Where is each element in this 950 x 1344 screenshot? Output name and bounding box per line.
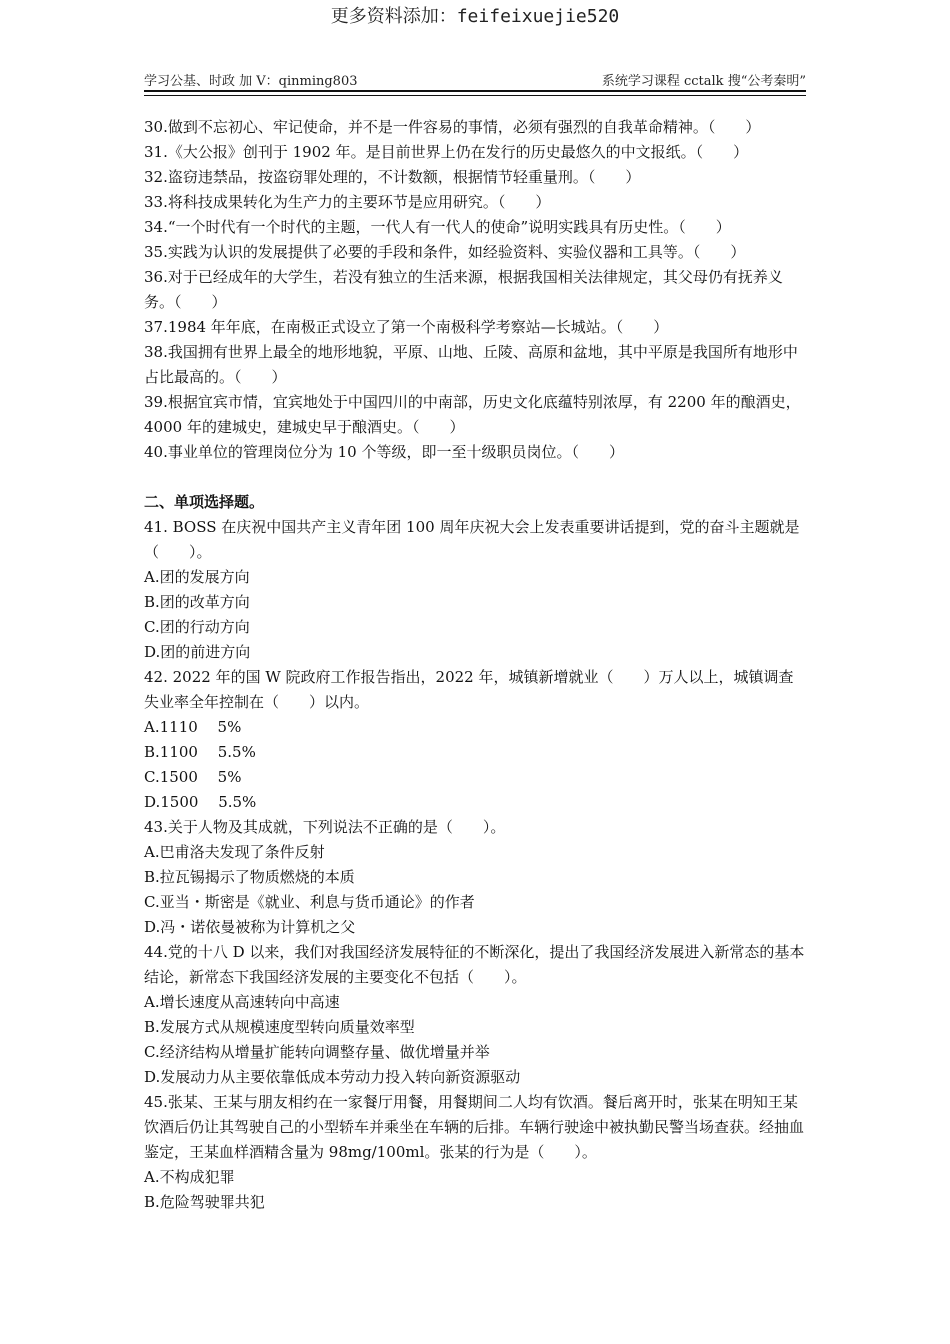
question-43-option-a: A.巴甫洛夫发现了条件反射: [144, 843, 325, 861]
question-41-option-a: A.团的发展方向: [144, 568, 250, 586]
question-44-option-c: C.经济结构从增量扩能转向调整存量、做优增量并举: [144, 1043, 490, 1061]
header-right: 系统学习课程 cctalk 搜“公考秦明”: [601, 74, 806, 89]
header-rule-thin: [144, 95, 806, 96]
judgment-item-31: 31.《大公报》创刊于 1902 年。是目前世界上仍在发行的历史最悠久的中文报纸。（ ）: [144, 143, 749, 161]
section-title-single-choice: 二、单项选择题。: [144, 493, 265, 511]
judgment-item-36: 36.对于已经成年的大学生，若没有独立的生活来源，根据我国相关法律规定，其父母仍有抚养义务。（ ）: [144, 268, 783, 311]
question-43-option-d: D.冯・诺依曼被称为计算机之父: [144, 918, 356, 936]
question-42-option-a: A.1110 5%: [144, 718, 242, 736]
question-44-option-b: B.发展方式从规模速度型转向质量效率型: [144, 1018, 415, 1036]
question-42-option-d: D.1500 5.5%: [144, 793, 257, 811]
question-42-stem: 42. 2022 年的国 W 院政府工作报告指出，2022 年，城镇新增就业（ ）万人以上，城镇调查失业率全年控制在（ ）以内。: [144, 668, 794, 711]
header-rule-thick: [144, 90, 806, 92]
top-banner: 更多资料添加：feifeixuejie520: [330, 6, 620, 27]
question-44-option-d: D.发展动力从主要依靠低成本劳动力投入转向新资源驱动: [144, 1068, 521, 1086]
question-43-stem: 43.关于人物及其成就，下列说法不正确的是（ ）。: [144, 818, 506, 836]
question-43-option-b: B.拉瓦锡揭示了物质燃烧的本质: [144, 868, 355, 886]
question-41-stem: 41. BOSS 在庆祝中国共产主义青年团 100 周年庆祝大会上发表重要讲话提到，党的奋斗主题就是（ ）。: [144, 518, 800, 561]
question-42-option-b: B.1100 5.5%: [144, 743, 256, 761]
question-44-option-a: A.增长速度从高速转向中高速: [144, 993, 340, 1011]
question-41-option-c: C.团的行动方向: [144, 618, 250, 636]
page-header: [144, 70, 806, 90]
judgment-item-32: 32.盗窃违禁品，按盗窃罪处理的，不计数额，根据情节轻重量刑。（ ）: [144, 168, 641, 186]
header-left: 学习公基、时政 加 V：qinming803: [144, 74, 358, 89]
judgment-item-30: 30.做到不忘初心、牢记使命，并不是一件容易的事情，必须有强烈的自我革命精神。（ ）: [144, 118, 761, 136]
question-42-option-c: C.1500 5%: [144, 768, 242, 786]
document-body: [144, 115, 808, 1215]
question-45-stem: 45.张某、王某与朋友相约在一家餐厅用餐，用餐期间二人均有饮酒。餐后离开时，张某在明知王某饮酒后仍让其驾驶自己的小型轿车并乘坐在车辆的后排。车辆行驶途中被执勤民警当场查获。经抽血鉴定，王某血样酒精含量为 98mg/100ml。张某的行为是（ ）。: [144, 1093, 805, 1161]
question-41-option-d: D.团的前进方向: [144, 643, 251, 661]
judgment-item-34: 34.“一个时代有一个时代的主题，一代人有一代人的使命”说明实践具有历史性。（ ）: [144, 218, 731, 236]
judgment-item-40: 40.事业单位的管理岗位分为 10 个等级，即一至十级职员岗位。（ ）: [144, 443, 624, 461]
judgment-item-39: 39.根据宜宾市情，宜宾地处于中国四川的中南部，历史文化底蕴特别浓厚，有 2200 年的酿酒史，4000 年的建城史，建城史早于酿酒史。（ ）: [144, 393, 801, 436]
question-44-stem: 44.党的十八 D 以来，我们对我国经济发展特征的不断深化，提出了我国经济发展进入新常态的基本结论，新常态下我国经济发展的主要变化不包括（ ）。: [144, 943, 805, 986]
question-45-option-a: A.不构成犯罪: [144, 1168, 235, 1186]
question-43-option-c: C.亚当・斯密是《就业、利息与货币通论》的作者: [144, 893, 475, 911]
judgment-item-33: 33.将科技成果转化为生产力的主要环节是应用研究。（ ）: [144, 193, 551, 211]
judgment-item-37: 37.1984 年年底，在南极正式设立了第一个南极科学考察站—长城站。（ ）: [144, 318, 669, 336]
question-45-option-b: B.危险驾驶罪共犯: [144, 1193, 265, 1211]
judgment-item-35: 35.实践为认识的发展提供了必要的手段和条件，如经验资料、实验仪器和工具等。（ ）: [144, 243, 746, 261]
judgment-item-38: 38.我国拥有世界上最全的地形地貌，平原、山地、丘陵、高原和盆地，其中平原是我国所有地形中占比最高的。（ ）: [144, 343, 798, 386]
question-41-option-b: B.团的改革方向: [144, 593, 250, 611]
